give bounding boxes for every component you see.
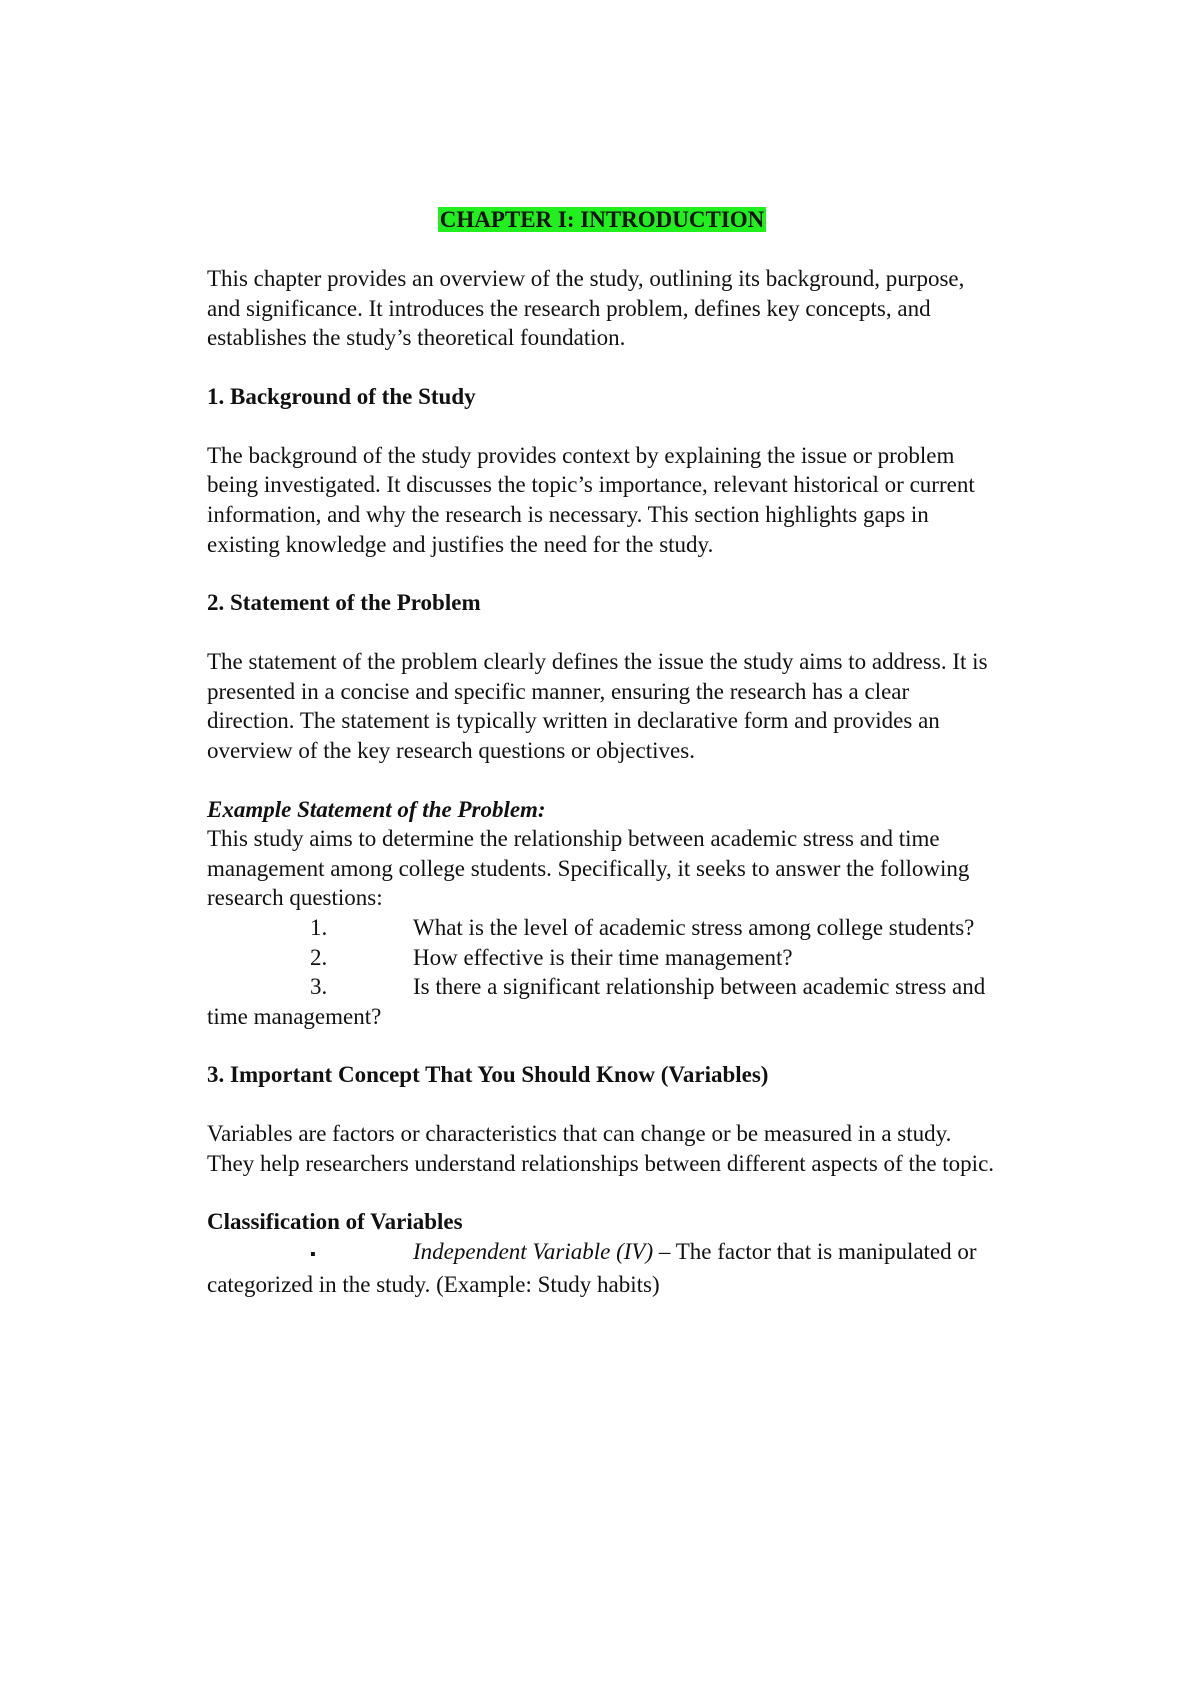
research-questions-list <box>207 913 997 1031</box>
list-item <box>207 972 997 1031</box>
chapter-intro: This chapter provides an overview of the study, outlining its background, purpose, and significance. It introduces the research problem, defines key concepts, and establishes the study’s theoretical foundation. <box>207 266 965 351</box>
section-heading-variables: 3. Important Concept That You Should Know (Variables) <box>207 1062 769 1088</box>
list-item-text: How effective is their time management? <box>413 944 793 970</box>
list-item-text: Is there a significant relationship between academic stress and time management? <box>207 974 986 1029</box>
list-item <box>207 943 997 973</box>
variable-term: Independent Variable (IV) <box>413 1239 654 1265</box>
variable-description: – The factor that is manipulated or categorized in the study. (Example: Study habits) <box>207 1239 977 1297</box>
list-item <box>207 1237 997 1299</box>
document-content <box>207 205 997 1299</box>
background-body: The background of the study provides context by explaining the issue or problem being investigated. It discusses the topic’s importance, relevant historical or current information, and why the research is necessary. This section highlights gaps in existing knowledge and justifies the need for the study. <box>207 442 975 557</box>
classification-heading: Classification of Variables <box>207 1209 463 1235</box>
list-item-number: 3. <box>310 974 328 1000</box>
section-heading-problem: 2. Statement of the Problem <box>207 590 481 616</box>
list-item-number: 1. <box>310 914 328 940</box>
list-item-text: What is the level of academic stress among college students? <box>413 914 975 940</box>
chapter-title <box>207 205 997 235</box>
list-item-number: 2. <box>310 944 328 970</box>
problem-body: The statement of the problem clearly defines the issue the study aims to address. It is presented in a concise and specific manner, ensuring the research has a clear direction. The statement is typically written in declarative form and provides an overview of the key research questions or objectives. <box>207 649 988 763</box>
chapter-title-highlight: CHAPTER I: INTRODUCTION <box>439 207 765 232</box>
example-heading: Example Statement of the Problem: <box>207 796 546 822</box>
list-item <box>207 913 997 943</box>
section-heading-background: 1. Background of the Study <box>207 383 476 409</box>
variables-body: Variables are factors or characteristics that can change or be measured in a study. They help researchers understand relationships between different aspects of the topic. <box>207 1121 995 1176</box>
bullet-icon: ▪ <box>310 1246 316 1264</box>
example-body: This study aims to determine the relationship between academic stress and time management among college students. Specifically, it seeks to answer the following research questions: <box>207 826 970 911</box>
